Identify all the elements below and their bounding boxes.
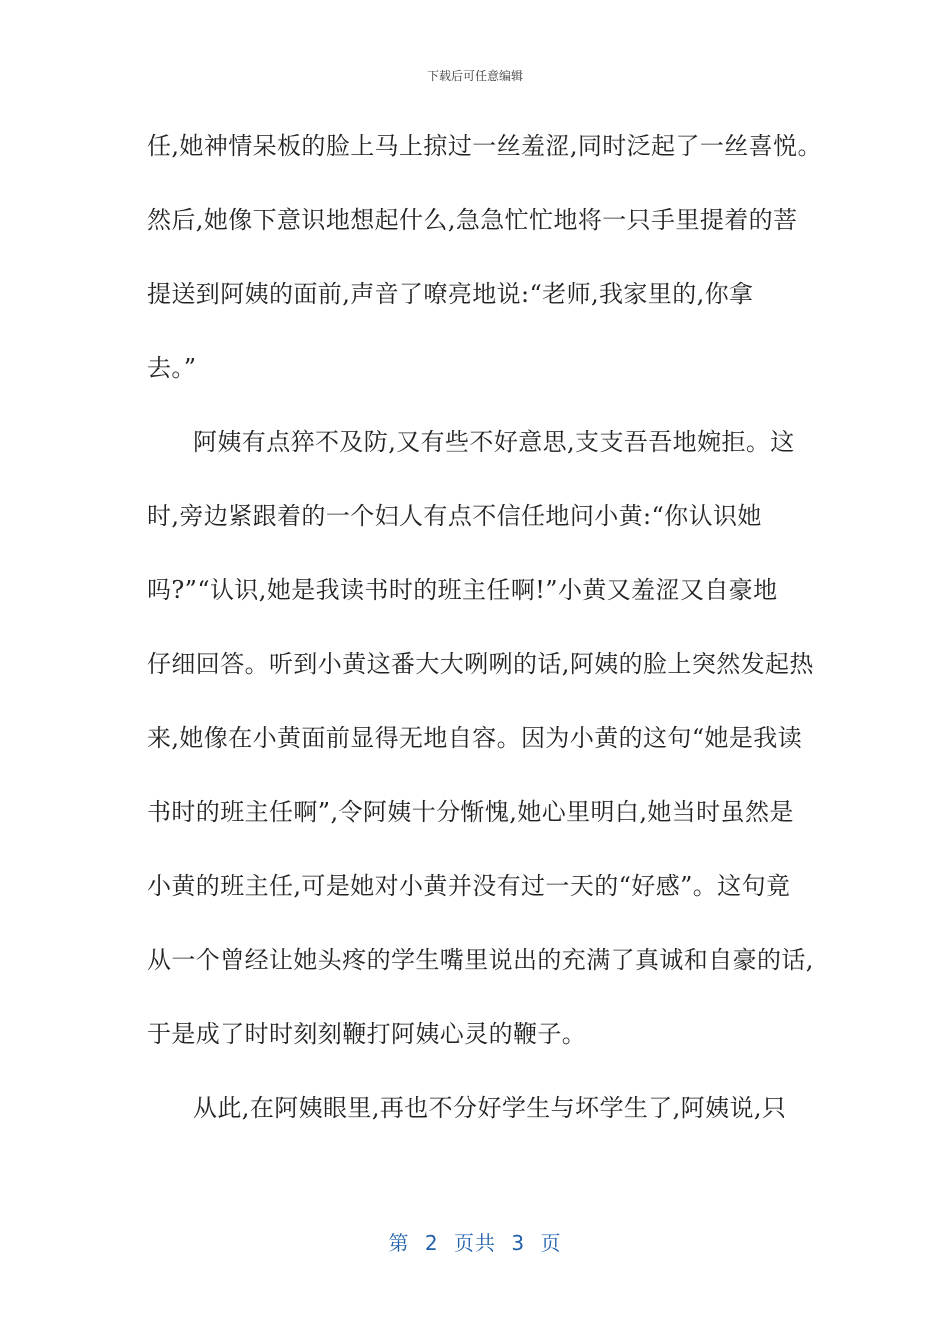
text-line: 仔细回答。听到小黄这番大大咧咧的话,阿姨的脸上突然发起热 — [147, 650, 814, 678]
page-number-footer — [0, 1227, 950, 1256]
download-note: 下载后可任意编辑 — [426, 69, 523, 83]
text-line: 去。” — [147, 354, 197, 382]
text-line: 任,她神情呆板的脸上马上掠过一丝羞涩,同时泛起了一丝喜悦。 — [147, 132, 822, 160]
paragraph-start-line: 从此,在阿姨眼里,再也不分好学生与坏学生了,阿姨说,只 — [193, 1094, 787, 1122]
text-line: 吗?”“认识,她是我读书时的班主任啊!”小黄又羞涩又自豪地 — [147, 576, 778, 604]
text-line: 从一个曾经让她头疼的学生嘴里说出的充满了真诚和自豪的话, — [147, 946, 814, 974]
page-middle: 页共 — [454, 1231, 496, 1255]
page-prefix: 第 — [388, 1231, 410, 1255]
total-pages-number: 3 — [511, 1231, 526, 1255]
current-page-number: 2 — [424, 1231, 439, 1255]
paragraph-start-line: 阿姨有点猝不及防,又有些不好意思,支支吾吾地婉拒。这 — [193, 428, 795, 456]
text-line: 然后,她像下意识地想起什么,急急忙忙地将一只手里提着的菩 — [147, 206, 798, 234]
text-line: 书时的班主任啊”,令阿姨十分惭愧,她心里明白,她当时虽然是 — [147, 798, 794, 826]
text-line: 时,旁边紧跟着的一个妇人有点不信任地问小黄:“你认识她 — [147, 502, 762, 530]
document-body — [147, 128, 822, 1164]
text-line: 提送到阿姨的面前,声音了嘹亮地说:“老师,我家里的,你拿 — [147, 280, 754, 308]
page-suffix: 页 — [540, 1231, 562, 1255]
text-line: 小黄的班主任,可是她对小黄并没有过一天的“好感”。这句竟 — [147, 872, 791, 900]
text-line: 来,她像在小黄面前显得无地自容。因为小黄的这句“她是我读 — [147, 724, 803, 752]
text-line: 于是成了时时刻刻鞭打阿姨心灵的鞭子。 — [147, 1020, 587, 1048]
